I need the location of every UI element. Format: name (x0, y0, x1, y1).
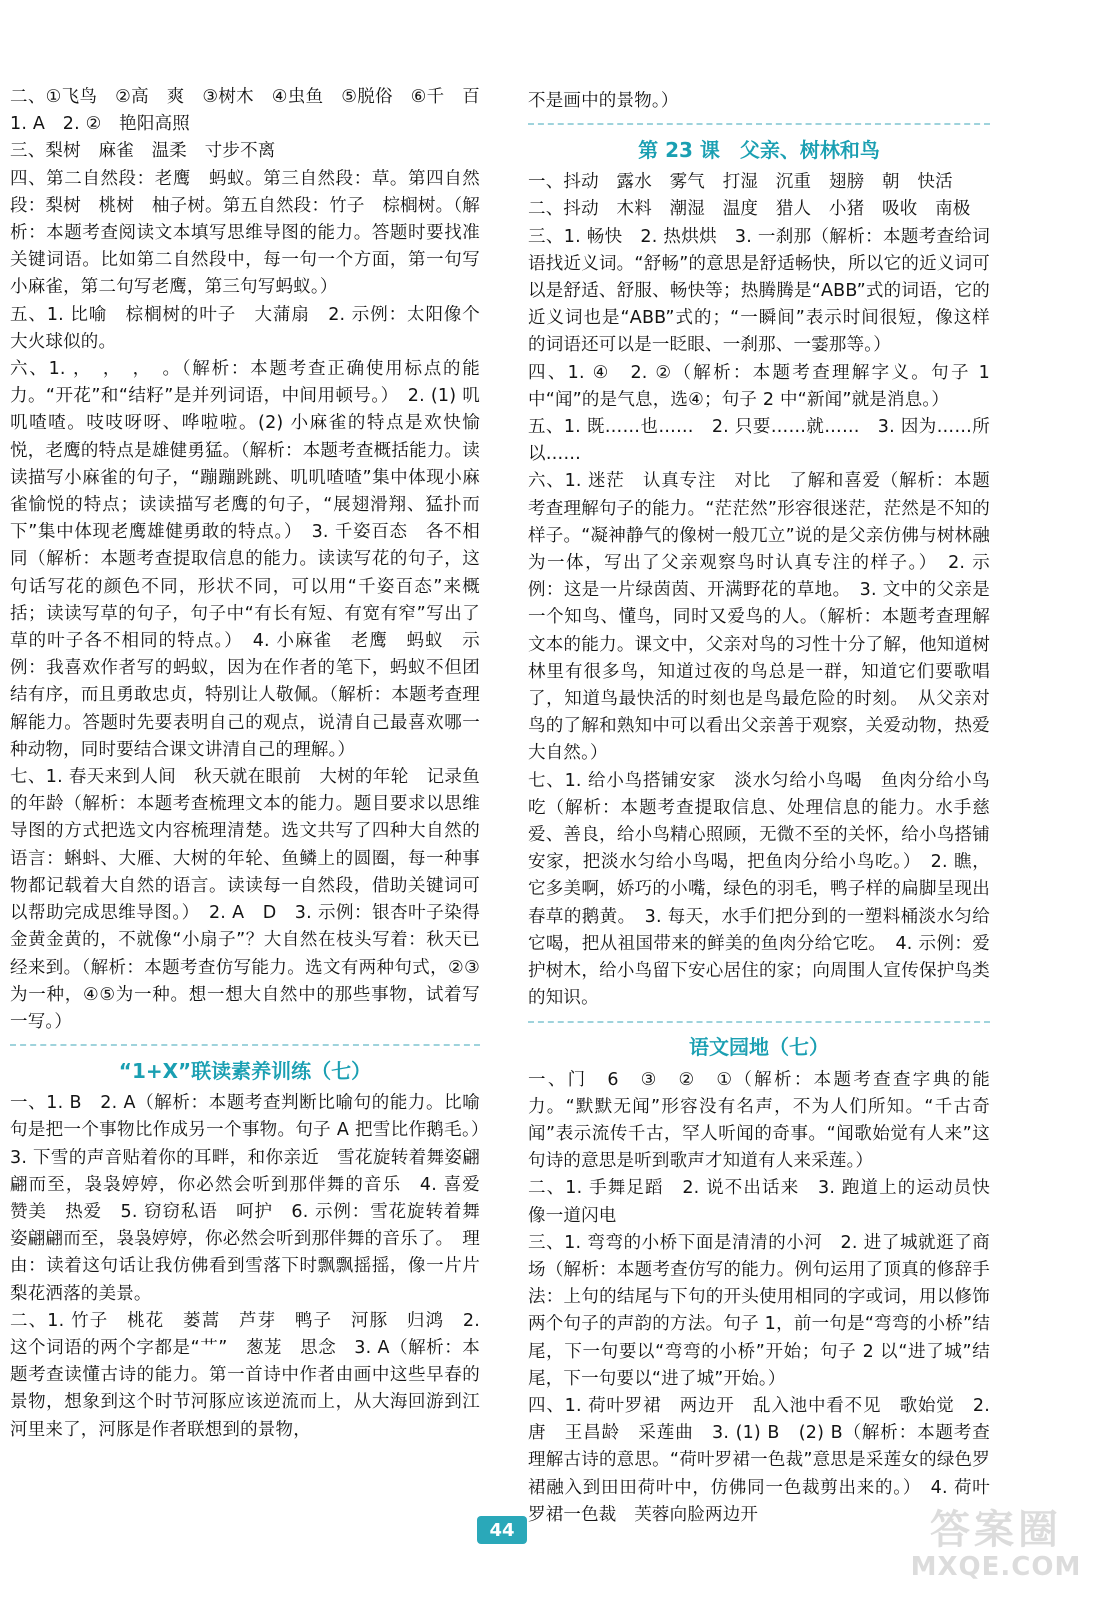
left-para-1: 二、①飞鸟 ②高 爽 ③树木 ④虫鱼 ⑤脱俗 ⑥千 百 1. A 2. ② 艳阳高照 (10, 87, 498, 135)
section-title-text: 第 23 课 父亲、树林和鸟 (638, 137, 880, 162)
page-number-badge: 44 (477, 1516, 527, 1544)
section-divider (528, 1021, 990, 1023)
section-title-lesson23 (528, 133, 990, 163)
watermark-cn: 答案圈 (930, 1507, 1062, 1553)
left-para-7: 一、1. B 2. A（解析：本题考查判断比喻句的能力。比喻句是把一个事物比作成另一个事物。句子 A 把雪比作鹅毛。） 3. 下雪的声音贴着你的耳畔，和你亲近 雪花旋转着舞姿翩翩而至，袅袅婷婷，你必然会听到那伴舞的音乐 4. 喜爱 赞美 热爱 5. 窃窃私语 呵护 6. 示例：雪花旋转着舞姿翩翩而至，袅袅婷婷，你必然会听到那伴舞的音乐了。 理由：读着这句话让我仿佛看到雪落下时飘飘摇摇，像一片片梨花洒落的美景。 (10, 1093, 498, 1304)
section-title-lianxu (10, 1054, 480, 1084)
right-para-6: 六、1. 迷茫 认真专注 对比 了解和喜爱（解析：本题考查理解句子的能力。“茫茫然”形容很迷茫，茫然是不知的样子。“凝神静气的像树一般兀立”说的是父亲仿佛与树林融为一体，写出了父亲观察鸟时认真专注的样子。） 2. 示例：这是一片绿茵茵、开满野花的草地。 3. 文中的父亲是一个知鸟、懂鸟，同时又爱鸟的人。（解析：本题考查理解文本的能力。课文中，父亲对鸟的习性十分了解，他知道树林里有很多鸟，知道过夜的鸟总是一群，知道它们要歌唱了，知道鸟最快活的时刻也是鸟最危险的时刻。 从父亲对鸟的了解和熟知中可以看出父亲善于观察，关爱动物，热爱大自然。） (528, 471, 990, 764)
left-para-5: 六、1. ， ， ， 。（解析：本题考查正确使用标点的能力。“开花”和“结籽”是并列词语，中间用顿号。） 2. (1) 叽叽喳喳。吱吱呀呀、哗啦啦。(2) 小麻雀的特点是欢快愉悦，老鹰的特点是雄健勇猛。（解析：本题考查概括能力。读读描写小麻雀的句子，“蹦蹦跳跳、叽叽喳喳”集中体现小麻雀愉悦的特点；读读描写老鹰的句子，“展翅滑翔、猛扑而下”集中体现老鹰雄健勇敢的特点。） 3. 千姿百态 各不相同（解析：本题考查提取信息的能力。读读写花的句子，这句话写花的颜色不同，形状不同，可以用“千姿百态”来概括；读读写草的句子，句子中“有长有短、有宽有窄”写出了草的叶子各不相同的特点。） 4. 小麻雀 老鹰 蚂蚁 示例：我喜欢作者写的蚂蚁，因为在作者的笔下，蚂蚁不但团结有序，而且勇敢忠贞，特别让人敬佩。（解析：本题考查理解能力。答题时先要表明自己的观点，说清自己最喜欢哪一种动物，同时要结合课文讲清自己的理解。） (10, 359, 480, 760)
left-para-8: 二、1. 竹子 桃花 蒌蒿 芦芽 鸭子 河豚 归鸿 2. 这个词语的两个字都是“艹” 葱茏 思念 3. A（解析：本题考查读懂古诗的能力。第一首诗中作者由画中这些早春的景物，想象到这个时节河豚应该逆流而上，从大海回游到江河里来了，河豚是作者联想到的景物， (10, 1310, 480, 1440)
right-para-10: 三、1. 弯弯的小桥下面是清清的小河 2. 进了城就逛了商场（解析：本题考查仿写的能力。例句运用了顶真的修辞手法：上句的结尾与下句的开头使用相同的字或词，用以修饰两个句子的声韵的方法。句子 1，前一句是“弯弯的小桥”结尾，下一句要以“弯弯的小桥”开始；句子 2 以“进了城”结尾，下一句要以“进了城”开始。） (528, 1232, 990, 1389)
watermark-en: MXQE.COM (910, 1552, 1082, 1582)
left-para-6: 七、1. 春天来到人间 秋天就在眼前 大树的年轮 记录鱼的年龄（解析：本题考查梳理文本的能力。题目要求以思维导图的方式把选文内容梳理清楚。选文共写了四种大自然的语言：蝌蚪、大雁、大树的年轮、鱼鳞上的圆圈，每一种事物都记载着大自然的语言。读读每一自然段，借助关键词可以帮助完成思维导图。） 2. A D 3. 示例：银杏叶子染得金黄金黄的，不就像“小扇子”？大自然在枝头写着：秋天已经来到。（解析：本题考查仿写能力。选文有两种句式，②③为一种，④⑤为一种。想一想大自然中的那些事物，试着写一写。） (10, 767, 480, 1032)
left-para-4: 五、1. 比喻 棕榈树的叶子 大蒲扇 2. 示例：太阳像个大火球似的。 (10, 304, 480, 352)
section-title-text: 语文园地（七） (689, 1035, 829, 1059)
right-para-2: 二、抖动 木料 潮湿 温度 猎人 小猪 吸收 南极 (528, 199, 971, 220)
right-continuation: 不是画中的景物。） (528, 91, 679, 111)
section-divider (528, 123, 990, 125)
left-column (10, 84, 498, 1444)
watermark-logo (896, 1500, 1096, 1590)
right-para-11: 四、1. 荷叶罗裙 两边开 乱入池中看不见 歌始觉 2. 唐 王昌龄 采莲曲 3. (1) B (2) B（解析：本题考查理解古诗的意思。“荷叶罗裙一色裁”意思是采莲女的绿色罗裙融入到田田荷叶中，仿佛同一色裁剪出来的。） 4. 荷叶罗裙一色裁 芙蓉向脸两边开 (528, 1395, 990, 1525)
right-column (528, 88, 1008, 1529)
right-para-4: 四、1. ④ 2. ②（解析：本题考查理解字义。句子 1 中“闻”的是气息，选④；句子 2 中“新闻”就是消息。） (528, 362, 990, 410)
right-para-8: 一、门 6 ③ ② ①（解析：本题考查查字典的能力。“默默无闻”形容没有名声，不为人们所知。“千古奇闻”表示流传千古，罕人听闻的奇事。“闻歌始觉有人来”这句诗的意思是听到歌声才知道有人来采莲。） (528, 1069, 990, 1172)
section-title-yuwen-yuandi (528, 1031, 990, 1061)
left-para-3: 四、第二自然段：老鹰 蚂蚁。第三自然段：草。第四自然段：梨树 桃树 柚子树。第五自然段：竹子 棕榈树。（解析：本题考查阅读文本填写思维导图的能力。答题时要找准关键词语。比如第二自然段中，每一句一个方面，第一句写小麻雀，第二句写老鹰，第三句写蚂蚁。） (10, 168, 480, 298)
right-para-5: 五、1. 既……也…… 2. 只要……就…… 3. 因为……所以…… (528, 417, 990, 465)
right-para-9: 二、1. 手舞足蹈 2. 说不出话来 3. 跑道上的运动员快 像一道闪电 (528, 1178, 1008, 1226)
right-para-7: 七、1. 给小鸟搭铺安家 淡水匀给小鸟喝 鱼肉分给小鸟吃（解析：本题考查提取信息、处理信息的能力。水手慈爱、善良，给小鸟精心照顾，无微不至的关怀，给小鸟搭铺安家，把淡水匀给小鸟喝，把鱼肉分给小鸟吃。） 2. 瞧，它多美啊，娇巧的小嘴，绿色的羽毛，鸭子样的扁脚呈现出春草的鹅黄。 3. 每天，水手们把分到的一塑料桶淡水匀给它喝，把从祖国带来的鲜美的鱼肉分给它吃。 4. 示例：爱护树木，给小鸟留下安心居住的家；向周围人宣传保护鸟类的知识。 (528, 770, 990, 1009)
section-title-text: “1+X”联读素养训练（七） (118, 1058, 372, 1083)
right-para-3: 三、1. 畅快 2. 热烘烘 3. 一刹那（解析：本题考查给词语找近义词。“舒畅”的意思是舒适畅快，所以它的近义词可以是舒适、舒服、畅快等；热腾腾是“ABB”式的词语，它的近义词也是“ABB”式的；“一瞬间”表示时间很短，像这样的词语还可以是一眨眼、一刹那、一霎那等。） (528, 226, 990, 356)
left-para-2: 三、梨树 麻雀 温柔 寸步不离 (10, 141, 276, 162)
right-para-1: 一、抖动 露水 雾气 打湿 沉重 翅膀 朝 快活 (528, 172, 953, 193)
section-divider (10, 1044, 480, 1046)
